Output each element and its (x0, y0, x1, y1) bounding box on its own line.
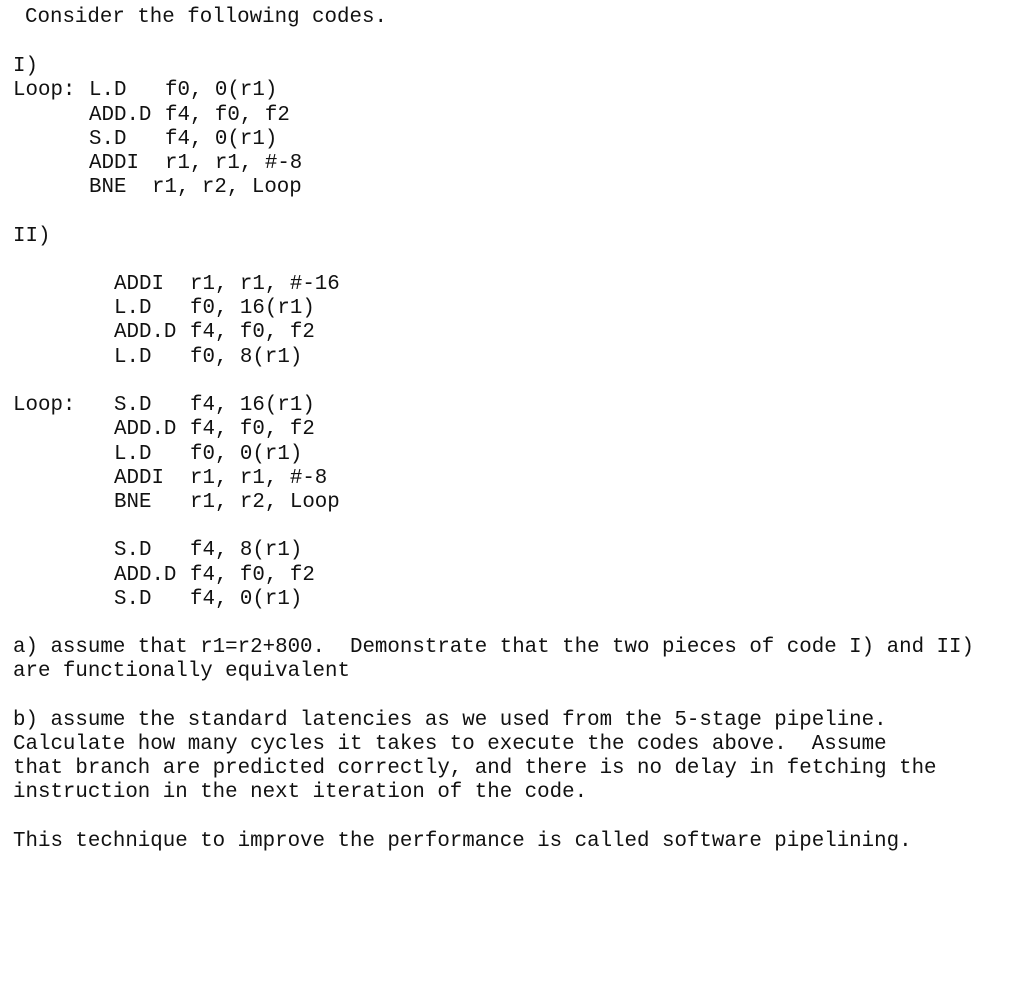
code2-heading: II) (13, 225, 51, 248)
code1-line (89, 104, 290, 128)
code1-line (89, 176, 302, 200)
instruction-args: f4, 0(r1) (165, 128, 278, 151)
instruction-op: ADDI (89, 152, 139, 175)
instruction-op: S.D (89, 128, 127, 151)
code2-loop-label: Loop: (13, 394, 76, 417)
code2-loop-line (114, 418, 315, 442)
instruction-args: f4, f0, f2 (190, 564, 315, 587)
code2-loop-line (114, 443, 302, 467)
code2-epilogue-line (114, 564, 315, 588)
closing-text: This technique to improve the performance is called software pipelining. (13, 830, 912, 853)
code2-loop-line (13, 394, 315, 418)
instruction-op: L.D (114, 297, 152, 320)
instruction-op: L.D (89, 79, 127, 102)
instruction-op: ADD.D (89, 104, 152, 127)
instruction-args: r1, r2, Loop (190, 491, 340, 514)
code1-line (13, 79, 277, 103)
instruction-args: f0, 8(r1) (190, 346, 303, 369)
instruction-args: f4, 16(r1) (190, 394, 315, 417)
instruction-args: f4, 0(r1) (190, 588, 303, 611)
code2-prologue-line (114, 297, 315, 321)
instruction-args: f4, 8(r1) (190, 539, 303, 562)
code2-epilogue-line (114, 588, 302, 612)
instruction-args: f0, 16(r1) (190, 297, 315, 320)
instruction-args: f4, f0, f2 (190, 321, 315, 344)
code2-prologue-line (114, 346, 302, 370)
instruction-op: ADD.D (114, 564, 177, 587)
code1-loop-label: Loop: (13, 79, 76, 102)
code2-loop-line (114, 467, 327, 491)
instruction-args: r1, r2, Loop (152, 176, 302, 199)
instruction-op: ADD.D (114, 418, 177, 441)
question-b-line: Calculate how many cycles it takes to execute the codes above. Assume (13, 733, 887, 756)
intro-text: Consider the following codes. (25, 6, 387, 29)
question-a-line: are functionally equivalent (13, 660, 350, 683)
code2-prologue-line (114, 273, 340, 297)
instruction-args: r1, r1, #-16 (190, 273, 340, 296)
code1-heading: I) (13, 55, 38, 78)
instruction-args: r1, r1, #-8 (165, 152, 303, 175)
instruction-op: S.D (114, 588, 152, 611)
instruction-op: L.D (114, 346, 152, 369)
instruction-args: f4, f0, f2 (165, 104, 290, 127)
instruction-args: f0, 0(r1) (190, 443, 303, 466)
code2-loop-line (114, 491, 340, 515)
code2-prologue-line (114, 321, 315, 345)
instruction-op: ADDI (114, 273, 164, 296)
question-a-line: a) assume that r1=r2+800. Demonstrate that the two pieces of code I) and II) (13, 636, 974, 659)
instruction-op: L.D (114, 443, 152, 466)
instruction-op: S.D (114, 539, 152, 562)
question-b-line: b) assume the standard latencies as we used from the 5-stage pipeline. (13, 709, 887, 732)
code1-line (89, 128, 277, 152)
instruction-op: ADD.D (114, 321, 177, 344)
instruction-op: BNE (89, 176, 127, 199)
instruction-args: r1, r1, #-8 (190, 467, 328, 490)
question-b-line: that branch are predicted correctly, and there is no delay in fetching the (13, 757, 937, 780)
instruction-op: S.D (114, 394, 152, 417)
question-b-line: instruction in the next iteration of the code. (13, 781, 588, 804)
instruction-args: f4, f0, f2 (190, 418, 315, 441)
code1-line (89, 152, 302, 176)
instruction-args: f0, 0(r1) (165, 79, 278, 102)
instruction-op: ADDI (114, 467, 164, 490)
instruction-op: BNE (114, 491, 152, 514)
code2-epilogue-line (114, 539, 302, 563)
